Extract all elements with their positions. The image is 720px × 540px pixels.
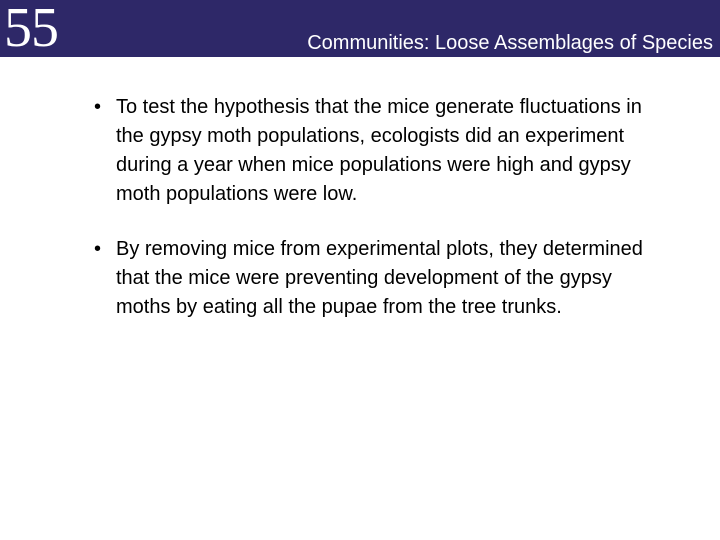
slide-title: Communities: Loose Assemblages of Species xyxy=(307,32,713,54)
title-bar xyxy=(0,0,720,57)
bullet-text: By removing mice from experimental plots, they determined that the mice were preventing development of the gypsy moths by eating all the pupae from the tree trunks. xyxy=(116,238,643,318)
bullet-marker: • xyxy=(94,96,102,118)
chapter-number: 55 xyxy=(4,0,58,59)
bullet-item xyxy=(90,93,660,209)
bullet-text: To test the hypothesis that the mice generate fluctuations in the gypsy moth populations, ecologists did an experiment during a year when mice populations were high and gypsy moth populations were low. xyxy=(116,96,642,205)
bullet-item xyxy=(90,235,660,322)
bullet-marker: • xyxy=(94,238,102,260)
bullet-list xyxy=(90,93,660,348)
